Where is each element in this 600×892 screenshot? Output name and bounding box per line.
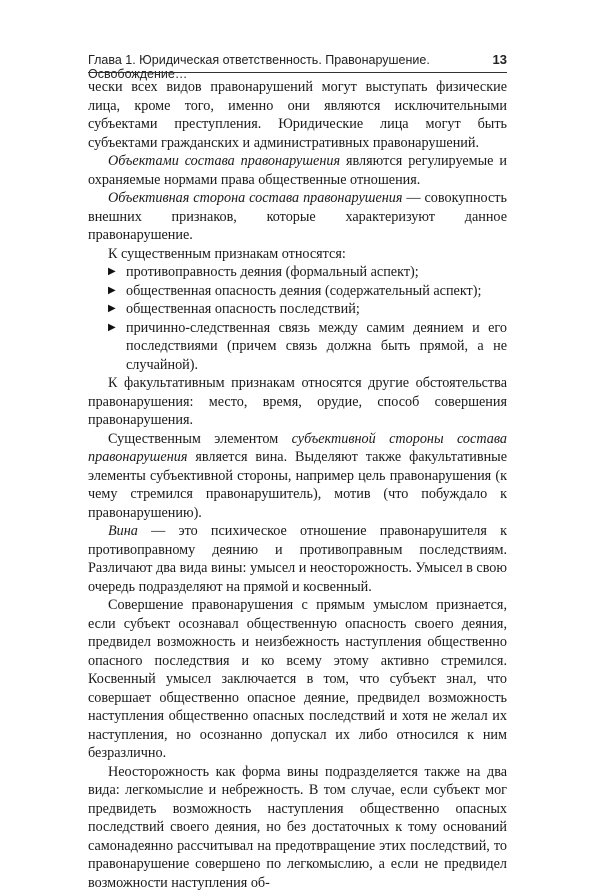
page-number: 13 xyxy=(493,52,507,67)
term-objects: Объектами состава правонарушения xyxy=(108,153,340,169)
term-guilt: Вина xyxy=(108,523,138,539)
paragraph-2: Объектами состава правонарушения являются регулируемые и охраняемые нормами права общественные отношения. xyxy=(88,152,507,189)
paragraph-7: Вина — это психическое отношение правонарушителя к противоправному деянию и противоправным последствиям. Различают два вида вины: умысел и неосторожность. Умысел в свою очередь подразделяют на прямой и косвенный. xyxy=(88,522,507,596)
running-header xyxy=(88,52,507,70)
list-item: ▶ общественная опасность последствий; xyxy=(108,300,507,319)
paragraph-3: Объективная сторона состава правонарушения — совокупность внешних признаков, которые характеризуют данное правонарушение. xyxy=(88,189,507,245)
paragraph-6: Существенным элементом субъективной стороны состава правонарушения является вина. Выделяют также факультативные элементы субъективной стороны, например цель правонарушения (к чему стремился правонарушитель), мотив (что побуждало к правонарушению). xyxy=(88,430,507,523)
header-rule xyxy=(88,72,507,73)
list-item: ▶ причинно-следственная связь между самим деянием и его последствиями (причем связь должна быть прямой, а не случайной). xyxy=(108,319,507,375)
running-title: Глава 1. Юридическая ответственность. Правонарушение. Освобождение… xyxy=(88,53,493,81)
list-item: ▶ общественная опасность деяния (содержательный аспект); xyxy=(108,282,507,301)
bullet-arrow-icon: ▶ xyxy=(108,300,116,319)
term-objective-side: Объективная сторона состава правонарушения xyxy=(108,190,402,206)
paragraph-8: Совершение правонарушения с прямым умыслом признается, если субъект осознавал общественную опасность своего деяния, предвидел возможность и неизбежность наступления общественно опасного последствия и ко всему этому активно стремился. Косвенный умысел заключается в том, что субъект знал, что совершает общественно опасное деяние, предвидел возможность наступления общественно опасных последствий и хотя не желал их наступления, но осознанно допускал их либо относился к ним безразлично. xyxy=(88,596,507,763)
essential-features-list xyxy=(88,263,507,374)
bullet-arrow-icon: ▶ xyxy=(108,319,116,338)
paragraph-4: К существенным признакам относятся: xyxy=(88,245,507,264)
paragraph-5: К факультативным признакам относятся другие обстоятельства правонарушения: место, время, орудие, способ совершения правонарушения. xyxy=(88,374,507,430)
bullet-arrow-icon: ▶ xyxy=(108,263,116,282)
list-item: ▶ противоправность деяния (формальный аспект); xyxy=(108,263,507,282)
term-subjective-side: субъективной стороны состава правонарушения xyxy=(88,431,507,466)
paragraph-1: чески всех видов правонарушений могут выступать физические лица, кроме того, именно они являются исключительными субъектами преступления. Юридические лица могут быть субъектами гражданских и административных правонарушений. xyxy=(88,78,507,152)
bullet-arrow-icon: ▶ xyxy=(108,282,116,301)
paragraph-9: Неосторожность как форма вины подразделяется также на два вида: легкомыслие и небрежность. В том случае, если субъект мог предвидеть возможность наступления общественно опасных последствий своего деяния, но без достаточных к тому оснований самонадеянно рассчитывал на предотвращение этих последствий, то правонарушение совершено по легкомыслию, а если не предвидел возможности наступления об- xyxy=(88,763,507,892)
body-text xyxy=(88,78,507,892)
